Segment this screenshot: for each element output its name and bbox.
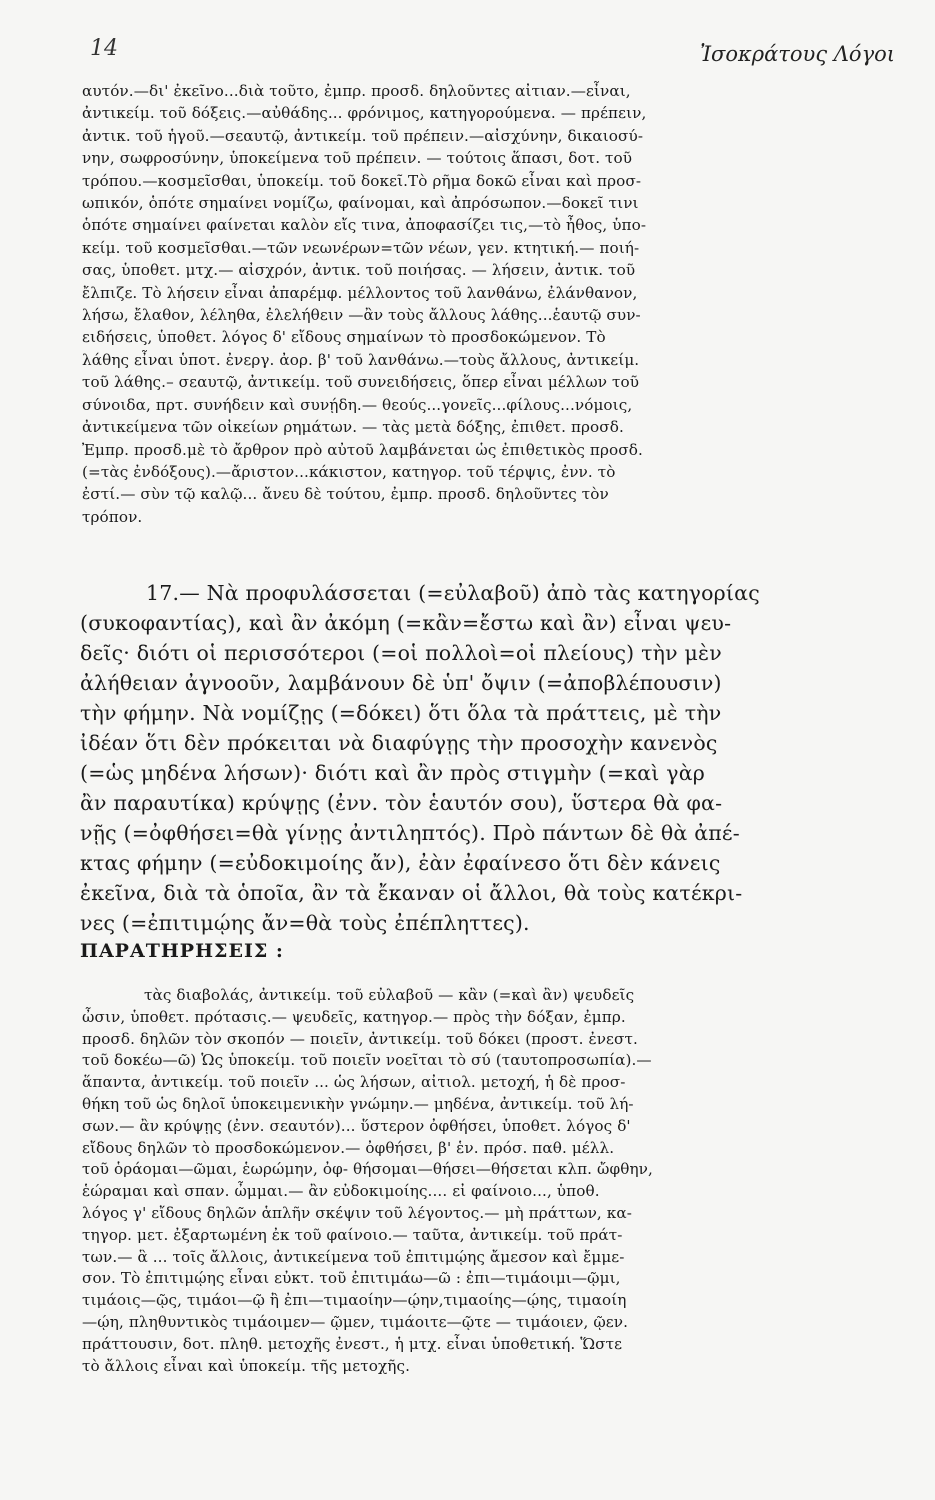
note-line: τρόπου.—κοσμεῖσθαι, ὑποκείμ. τοῦ δοκεῖ.Τὸ ρῆμα δοκῶ εἶναι καὶ προσ- [82, 171, 642, 190]
observation-line: σον. Τὸ ἐπιτιμῴης εἶναι εὐκτ. τοῦ ἐπιτιμάω—ῶ : ἐπι—τιμάοιμι—ῷμι, [82, 1269, 621, 1288]
main-text-line: (συκοφαντίας), καὶ ἂν ἀκόμη (=κἂν=ἔστω καὶ ἂν) εἶναι ψευ- [80, 611, 732, 635]
main-text-line: ἰδέαν ὅτι δὲν πρόκειται νὰ διαφύγῃς τὴν προσοχὴν κανενὸς [80, 731, 718, 755]
note-line: (=τὰς ἐνδόξους).—ἄριστον...κάκιστον, κατηγορ. τοῦ τέρψις, ἐνν. τὸ [82, 462, 616, 481]
section-heading: ΠΑΡΑΤΗΡΗΣΕΙΣ : [80, 940, 284, 962]
observation-line: τὸ ἄλλοις εἶναι καὶ ὑποκείμ. τῆς μετοχῆς. [82, 1356, 410, 1375]
note-line: λάθης εἶναι ὑποτ. ἐνεργ. ἀορ. β' τοῦ λανθάνω.—τοὺς ἄλλους, ἀντικείμ. [82, 350, 640, 369]
observation-line: σων.— ἂν κρύψῃς (ἐνν. σεαυτόν)... ὕστερον ὀφθήσει, ὑποθετ. λόγος δ' [82, 1116, 631, 1135]
note-line: ἀντικείμενα τῶν οἰκείων ρημάτων. — τὰς μετὰ δόξης, ἐπιθετ. προσδ. [82, 418, 624, 437]
main-text-line: ἂν παραυτίκα) κρύψῃς (ἐνν. τὸν ἑαυτόν σου), ὕστερα θὰ φα- [80, 791, 723, 815]
note-line: Ἐμπρ. προσδ.μὲ τὸ ἄρθρον πρὸ αὐτοῦ λαμβάνεται ὡς ἐπιθετικὸς προσδ. [82, 440, 643, 459]
note-line: ἀντικ. τοῦ ἡγοῦ.—σεαυτῷ, ἀντικείμ. τοῦ πρέπειν.—αἰσχύνην, δικαιοσύ- [82, 126, 644, 145]
note-line: ἀντικείμ. τοῦ δόξεις.—αὐθάδης... φρόνιμος, κατηγορούμενα. — πρέπειν, [82, 104, 647, 123]
observation-line: τηγορ. μετ. ἐξαρτωμένη ἐκ τοῦ φαίνοιο.— ταῦτα, ἀντικείμ. τοῦ πράτ- [82, 1225, 623, 1244]
note-line: σας, ὑποθετ. μτχ.— αἰσχρόν, ἀντικ. τοῦ ποιήσας. — λήσειν, ἀντικ. τοῦ [82, 261, 636, 280]
observations-block [82, 985, 908, 1377]
page-number: 14 [90, 36, 118, 61]
paragraph-17-translation [80, 578, 910, 938]
observation-line: των.— ἃ ... τοῖς ἄλλοις, ἀντικείμενα τοῦ ἐπιτιμῴης ἄμεσον καὶ ἔμμε- [82, 1247, 625, 1266]
note-line: νην, σωφροσύνην, ὑποκείμενα τοῦ πρέπειν. — τούτοις ἅπασι, δοτ. τοῦ [82, 149, 633, 168]
main-text-line: ἀλήθειαν ἀγνοοῦν, λαμβάνουν δὲ ὑπ' ὄψιν (=ἀποβλέπουσιν) [80, 671, 722, 695]
observation-line: τοῦ ὁράομαι—ῶμαι, ἑωρώμην, ὀφ- θήσομαι—θήσει—θήσεται κλπ. ὤφθην, [82, 1160, 653, 1179]
page-header [90, 36, 895, 76]
note-line: ἔλπιζε. Τὸ λήσειν εἶναι ἀπαρέμφ. μέλλοντος τοῦ λανθάνω, ἐλάνθανον, [82, 283, 638, 302]
observation-line: —ῴη, πληθυντικὸς τιμάοιμεν— ῷμεν, τιμάοιτε—ῷτε — τιμάοιεν, ῷεν. [82, 1312, 629, 1331]
note-line: κείμ. τοῦ κοσμεῖσθαι.—τῶν νεωνέρων=τῶν νέων, γεν. κτητική.— ποιή- [82, 238, 640, 257]
grammar-notes [82, 80, 908, 528]
main-text-line: (=ὡς μηδένα λήσων)· διότι καὶ ἂν πρὸς στιγμὴν (=καὶ γὰρ [80, 761, 706, 785]
note-line: ειδήσεις, ὑποθετ. λόγος δ' εἴδους σημαίνων τὸ προσδοκώμενον. Τὸ [82, 328, 606, 347]
note-line: σύνοιδα, πρτ. συνήδειν καὶ συνῄδη.— θεούς...γονεῖς...φίλους...νόμοις, [82, 395, 633, 414]
observation-line: ἅπαντα, ἀντικείμ. τοῦ ποιεῖν ... ὡς λήσων, αἰτιολ. μετοχή, ἡ δὲ προσ- [82, 1073, 626, 1092]
note-line: τοῦ λάθης.– σεαυτῷ, ἀντικείμ. τοῦ συνειδήσεις, ὅπερ εἶναι μέλλων τοῦ [82, 373, 640, 392]
note-line: τρόπον. [82, 507, 143, 526]
observation-line: ὦσιν, ὑποθετ. πρότασις.— ψευδεῖς, κατηγορ.— πρὸς τὴν δόξαν, ἐμπρ. [82, 1007, 626, 1026]
note-line: αυτόν.—δι' ἐκεῖνο...διὰ τοῦτο, ἐμπρ. προσδ. δηλοῦντες αἰτιαν.—εἶναι, [82, 82, 631, 100]
note-line: ωπικόν, ὁπότε σημαίνει νομίζω, φαίνομαι, καὶ ἀπρόσωπον.—δοκεῖ τινι [82, 194, 639, 213]
observation-line: τοῦ δοκέω—ῶ) Ὡς ὑποκείμ. τοῦ ποιεῖν νοεῖται τὸ σύ (ταυτοπροσωπία).— [82, 1051, 652, 1070]
observation-line: λόγος γ' εἴδους δηλῶν ἁπλῆν σκέψιν τοῦ λέγοντος.— μὴ πράττων, κα- [82, 1203, 632, 1222]
observation-line: εἴδους δηλῶν τὸ προσδοκώμενον.— ὀφθήσει, β' ἑν. πρόσ. παθ. μέλλ. [82, 1138, 615, 1157]
main-text-line: νες (=ἐπιτιμῴης ἄν=θὰ τοὺς ἐπέπληττες). [80, 911, 530, 935]
main-text-line: ἐκεῖνα, διὰ τὰ ὁποῖα, ἂν τὰ ἔκαναν οἱ ἄλλοι, θὰ τοὺς κατέκρι- [80, 881, 743, 905]
observation-line: προσδ. δηλῶν τὸν σκοπόν — ποιεῖν, ἀντικείμ. τοῦ δόκει (προστ. ἐνεστ. [82, 1029, 638, 1048]
observation-line: τὰς διαβολάς, ἀντικείμ. τοῦ εὐλαβοῦ — κἂν (=καὶ ἂν) ψευδεῖς [144, 986, 635, 1004]
running-title: Ἰσοκράτους Λόγοι [700, 42, 895, 66]
main-text-line: κτας φήμην (=εὐδοκιμοίης ἄν), ἐὰν ἐφαίνεσο ὅτι δὲν κάνεις [80, 851, 721, 875]
main-text-line: 17.— Νὰ προφυλάσσεται (=εὐλαβοῦ) ἀπὸ τὰς κατηγορίας [146, 581, 760, 605]
observation-line: τιμάοις—ῷς, τιμάοι—ῷ ἢ ἐπι—τιμαοίην—ῴην,τιμαοίης—ῴης, τιμαοίη [82, 1291, 627, 1310]
note-line: ὁπότε σημαίνει φαίνεται καλὸν εἴς τινα, ἀποφασίζει τις,—τὸ ἦθος, ὑπο- [82, 216, 647, 235]
main-text-line: δεῖς· διότι οἱ περισσότεροι (=οἱ πολλοὶ=οἱ πλείους) τὴν μὲν [80, 641, 722, 665]
main-text-line: νῇς (=ὀφθήσει=θὰ γίνῃς ἀντιληπτός). Πρὸ πάντων δὲ θὰ ἀπέ- [80, 821, 740, 845]
observation-line: πράττουσιν, δοτ. πληθ. μετοχῆς ἐνεστ., ἡ μτχ. εἶναι ὑποθετική. Ὥστε [82, 1334, 623, 1353]
observation-line: ἑώραμαι καὶ σπαν. ὦμμαι.— ἂν εὐδοκιμοίης.... εἰ φαίνοιο..., ὑποθ. [82, 1182, 600, 1201]
note-line: ἐστί.— σὺν τῷ καλῷ... ἄνευ δὲ τούτου, ἐμπρ. προσδ. δηλοῦντες τὸν [82, 485, 609, 504]
observation-line: θήκη τοῦ ὡς δηλοῖ ὑποκειμενικὴν γνώμην.— μηδένα, ἀντικείμ. τοῦ λή- [82, 1094, 634, 1113]
note-line: λήσω, ἔλαθον, λέληθα, ἐλελήθειν —ἂν τοὺς ἄλλους λάθης...ἑαυτῷ συν- [82, 306, 641, 325]
main-text-line: τὴν φήμην. Νὰ νομίζῃς (=δόκει) ὅτι ὅλα τὰ πράττεις, μὲ τὴν [80, 701, 722, 725]
